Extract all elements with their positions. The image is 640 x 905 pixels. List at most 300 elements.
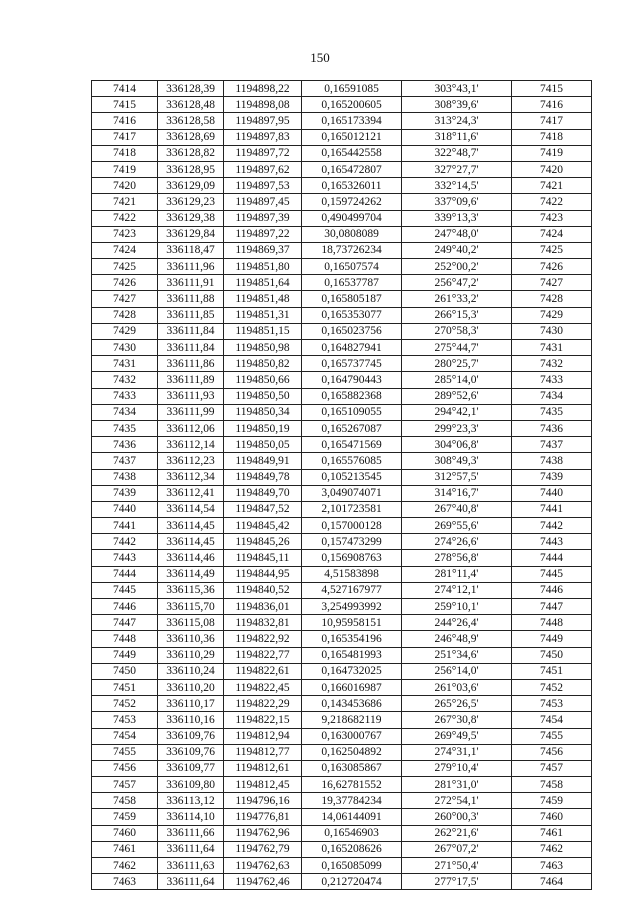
x-coordinate-cell: 336111,66 (158, 825, 224, 841)
bearing-cell: 322°48,7' (402, 145, 512, 161)
y-coordinate-cell: 1194849,70 (224, 485, 302, 501)
x-coordinate-cell: 336114,45 (158, 518, 224, 534)
distance-cell: 0,166016987 (302, 679, 402, 695)
x-coordinate-cell: 336111,84 (158, 323, 224, 339)
distance-cell: 30,0808089 (302, 226, 402, 242)
table-row (92, 679, 592, 695)
point-to-cell: 7463 (512, 858, 592, 874)
bearing-cell: 280°25,7' (402, 356, 512, 372)
bearing-cell: 299°23,3' (402, 420, 512, 436)
point-to-cell: 7455 (512, 728, 592, 744)
y-coordinate-cell: 1194851,48 (224, 291, 302, 307)
distance-cell: 2,101723581 (302, 501, 402, 517)
point-from-cell: 7424 (92, 242, 158, 258)
distance-cell: 0,164827941 (302, 340, 402, 356)
x-coordinate-cell: 336128,48 (158, 97, 224, 113)
bearing-cell: 327°27,7' (402, 161, 512, 177)
distance-cell: 0,165737745 (302, 356, 402, 372)
distance-cell: 0,163000767 (302, 728, 402, 744)
y-coordinate-cell: 1194850,50 (224, 388, 302, 404)
y-coordinate-cell: 1194850,82 (224, 356, 302, 372)
point-from-cell: 7460 (92, 825, 158, 841)
bearing-cell: 278°56,8' (402, 550, 512, 566)
distance-cell: 14,06144091 (302, 809, 402, 825)
x-coordinate-cell: 336129,09 (158, 178, 224, 194)
x-coordinate-cell: 336111,86 (158, 356, 224, 372)
point-to-cell: 7446 (512, 582, 592, 598)
point-to-cell: 7425 (512, 242, 592, 258)
distance-cell: 4,51583898 (302, 566, 402, 582)
y-coordinate-cell: 1194844,95 (224, 566, 302, 582)
x-coordinate-cell: 336111,91 (158, 275, 224, 291)
distance-cell: 0,165805187 (302, 291, 402, 307)
point-to-cell: 7459 (512, 793, 592, 809)
distance-cell: 0,105213545 (302, 469, 402, 485)
point-to-cell: 7442 (512, 518, 592, 534)
bearing-cell: 267°30,8' (402, 712, 512, 728)
table-row (92, 372, 592, 388)
point-to-cell: 7461 (512, 825, 592, 841)
table-row (92, 469, 592, 485)
x-coordinate-cell: 336110,17 (158, 696, 224, 712)
x-coordinate-cell: 336111,88 (158, 291, 224, 307)
table-row (92, 307, 592, 323)
distance-cell: 3,049074071 (302, 485, 402, 501)
table-row (92, 404, 592, 420)
table-row (92, 113, 592, 129)
table-row (92, 226, 592, 242)
point-from-cell: 7414 (92, 81, 158, 97)
x-coordinate-cell: 336110,20 (158, 679, 224, 695)
distance-cell: 19,37784234 (302, 793, 402, 809)
point-from-cell: 7439 (92, 485, 158, 501)
point-to-cell: 7441 (512, 501, 592, 517)
y-coordinate-cell: 1194845,42 (224, 518, 302, 534)
y-coordinate-cell: 1194762,63 (224, 858, 302, 874)
bearing-cell: 267°07,2' (402, 841, 512, 857)
table-row (92, 437, 592, 453)
table-row (92, 615, 592, 631)
x-coordinate-cell: 336110,16 (158, 712, 224, 728)
distance-cell: 0,16537787 (302, 275, 402, 291)
bearing-cell: 303°43,1' (402, 81, 512, 97)
distance-cell: 0,165023756 (302, 323, 402, 339)
distance-cell: 0,143453686 (302, 696, 402, 712)
point-from-cell: 7442 (92, 534, 158, 550)
y-coordinate-cell: 1194897,22 (224, 226, 302, 242)
point-from-cell: 7462 (92, 858, 158, 874)
point-to-cell: 7440 (512, 485, 592, 501)
bearing-cell: 285°14,0' (402, 372, 512, 388)
point-from-cell: 7454 (92, 728, 158, 744)
table-row (92, 485, 592, 501)
y-coordinate-cell: 1194847,52 (224, 501, 302, 517)
point-from-cell: 7425 (92, 259, 158, 275)
point-to-cell: 7464 (512, 874, 592, 890)
x-coordinate-cell: 336111,85 (158, 307, 224, 323)
table-row (92, 420, 592, 436)
table-row (92, 777, 592, 793)
bearing-cell: 274°31,1' (402, 744, 512, 760)
bearing-cell: 272°54,1' (402, 793, 512, 809)
y-coordinate-cell: 1194849,78 (224, 469, 302, 485)
bearing-cell: 275°44,7' (402, 340, 512, 356)
bearing-cell: 266°15,3' (402, 307, 512, 323)
distance-cell: 0,157000128 (302, 518, 402, 534)
distance-cell: 0,165200605 (302, 97, 402, 113)
table-row (92, 599, 592, 615)
y-coordinate-cell: 1194822,45 (224, 679, 302, 695)
distance-cell: 0,165208626 (302, 841, 402, 857)
x-coordinate-cell: 336111,64 (158, 874, 224, 890)
distance-cell: 16,62781552 (302, 777, 402, 793)
distance-cell: 0,165353077 (302, 307, 402, 323)
point-to-cell: 7438 (512, 453, 592, 469)
table-row (92, 534, 592, 550)
distance-cell: 0,159724262 (302, 194, 402, 210)
y-coordinate-cell: 1194840,52 (224, 582, 302, 598)
bearing-cell: 252°00,2' (402, 259, 512, 275)
table-row (92, 825, 592, 841)
distance-cell: 0,165173394 (302, 113, 402, 129)
bearing-cell: 247°48,0' (402, 226, 512, 242)
bearing-cell: 256°14,0' (402, 663, 512, 679)
point-from-cell: 7453 (92, 712, 158, 728)
point-from-cell: 7441 (92, 518, 158, 534)
point-to-cell: 7416 (512, 97, 592, 113)
table-row (92, 728, 592, 744)
y-coordinate-cell: 1194897,62 (224, 161, 302, 177)
point-to-cell: 7458 (512, 777, 592, 793)
point-to-cell: 7450 (512, 647, 592, 663)
point-to-cell: 7431 (512, 340, 592, 356)
bearing-cell: 308°49,3' (402, 453, 512, 469)
x-coordinate-cell: 336118,47 (158, 242, 224, 258)
bearing-cell: 304°06,8' (402, 437, 512, 453)
bearing-cell: 294°42,1' (402, 404, 512, 420)
y-coordinate-cell: 1194849,91 (224, 453, 302, 469)
point-from-cell: 7432 (92, 372, 158, 388)
y-coordinate-cell: 1194851,80 (224, 259, 302, 275)
point-to-cell: 7452 (512, 679, 592, 695)
bearing-cell: 261°33,2' (402, 291, 512, 307)
point-from-cell: 7458 (92, 793, 158, 809)
bearing-cell: 312°57,5' (402, 469, 512, 485)
distance-cell: 0,165442558 (302, 145, 402, 161)
point-from-cell: 7451 (92, 679, 158, 695)
y-coordinate-cell: 1194812,45 (224, 777, 302, 793)
x-coordinate-cell: 336114,49 (158, 566, 224, 582)
y-coordinate-cell: 1194832,81 (224, 615, 302, 631)
table-row (92, 129, 592, 145)
table-row (92, 275, 592, 291)
table-row (92, 178, 592, 194)
point-from-cell: 7456 (92, 760, 158, 776)
y-coordinate-cell: 1194869,37 (224, 242, 302, 258)
table-row (92, 793, 592, 809)
y-coordinate-cell: 1194851,15 (224, 323, 302, 339)
bearing-cell: 261°03,6' (402, 679, 512, 695)
x-coordinate-cell: 336109,77 (158, 760, 224, 776)
distance-cell: 0,157473299 (302, 534, 402, 550)
table-row (92, 518, 592, 534)
distance-cell: 0,156908763 (302, 550, 402, 566)
table-row (92, 501, 592, 517)
point-from-cell: 7433 (92, 388, 158, 404)
point-to-cell: 7426 (512, 259, 592, 275)
table-row (92, 323, 592, 339)
distance-cell: 0,165481993 (302, 647, 402, 663)
point-from-cell: 7449 (92, 647, 158, 663)
point-from-cell: 7446 (92, 599, 158, 615)
point-to-cell: 7422 (512, 194, 592, 210)
table-row (92, 81, 592, 97)
distance-cell: 0,165109055 (302, 404, 402, 420)
table-row (92, 809, 592, 825)
bearing-cell: 271°50,4' (402, 858, 512, 874)
bearing-cell: 251°34,6' (402, 647, 512, 663)
distance-cell: 0,162504892 (302, 744, 402, 760)
distance-cell: 0,165267087 (302, 420, 402, 436)
distance-cell: 0,165576085 (302, 453, 402, 469)
bearing-cell: 274°12,1' (402, 582, 512, 598)
x-coordinate-cell: 336109,76 (158, 728, 224, 744)
y-coordinate-cell: 1194812,94 (224, 728, 302, 744)
distance-cell: 3,254993992 (302, 599, 402, 615)
point-from-cell: 7443 (92, 550, 158, 566)
x-coordinate-cell: 336128,82 (158, 145, 224, 161)
distance-cell: 0,163085867 (302, 760, 402, 776)
distance-cell: 0,16591085 (302, 81, 402, 97)
bearing-cell: 279°10,4' (402, 760, 512, 776)
point-from-cell: 7427 (92, 291, 158, 307)
point-to-cell: 7427 (512, 275, 592, 291)
y-coordinate-cell: 1194897,53 (224, 178, 302, 194)
point-from-cell: 7415 (92, 97, 158, 113)
point-from-cell: 7437 (92, 453, 158, 469)
y-coordinate-cell: 1194762,79 (224, 841, 302, 857)
point-to-cell: 7449 (512, 631, 592, 647)
table-row (92, 696, 592, 712)
table-row (92, 145, 592, 161)
x-coordinate-cell: 336113,12 (158, 793, 224, 809)
distance-cell: 4,527167977 (302, 582, 402, 598)
bearing-cell: 244°26,4' (402, 615, 512, 631)
x-coordinate-cell: 336111,89 (158, 372, 224, 388)
distance-cell: 0,16546903 (302, 825, 402, 841)
table-row (92, 210, 592, 226)
distance-cell: 0,164732025 (302, 663, 402, 679)
distance-cell: 0,165012121 (302, 129, 402, 145)
table-row (92, 841, 592, 857)
y-coordinate-cell: 1194812,61 (224, 760, 302, 776)
bearing-cell: 318°11,6' (402, 129, 512, 145)
table-row (92, 744, 592, 760)
x-coordinate-cell: 336114,10 (158, 809, 224, 825)
point-from-cell: 7440 (92, 501, 158, 517)
point-to-cell: 7433 (512, 372, 592, 388)
table-row (92, 291, 592, 307)
y-coordinate-cell: 1194776,81 (224, 809, 302, 825)
y-coordinate-cell: 1194822,77 (224, 647, 302, 663)
x-coordinate-cell: 336129,38 (158, 210, 224, 226)
point-to-cell: 7448 (512, 615, 592, 631)
distance-cell: 0,165471569 (302, 437, 402, 453)
distance-cell: 0,165085099 (302, 858, 402, 874)
distance-cell: 10,95958151 (302, 615, 402, 631)
point-to-cell: 7436 (512, 420, 592, 436)
bearing-cell: 313°24,3' (402, 113, 512, 129)
point-to-cell: 7429 (512, 307, 592, 323)
bearing-cell: 337°09,6' (402, 194, 512, 210)
bearing-cell: 281°31,0' (402, 777, 512, 793)
distance-cell: 0,164790443 (302, 372, 402, 388)
point-to-cell: 7423 (512, 210, 592, 226)
x-coordinate-cell: 336111,64 (158, 841, 224, 857)
y-coordinate-cell: 1194850,19 (224, 420, 302, 436)
y-coordinate-cell: 1194822,61 (224, 663, 302, 679)
point-from-cell: 7436 (92, 437, 158, 453)
point-from-cell: 7457 (92, 777, 158, 793)
table-row (92, 453, 592, 469)
point-from-cell: 7430 (92, 340, 158, 356)
table-row (92, 582, 592, 598)
point-to-cell: 7421 (512, 178, 592, 194)
y-coordinate-cell: 1194762,46 (224, 874, 302, 890)
x-coordinate-cell: 336129,23 (158, 194, 224, 210)
bearing-cell: 274°26,6' (402, 534, 512, 550)
point-to-cell: 7439 (512, 469, 592, 485)
table-row (92, 874, 592, 890)
x-coordinate-cell: 336115,08 (158, 615, 224, 631)
point-to-cell: 7419 (512, 145, 592, 161)
y-coordinate-cell: 1194836,01 (224, 599, 302, 615)
point-to-cell: 7457 (512, 760, 592, 776)
bearing-cell: 262°21,6' (402, 825, 512, 841)
x-coordinate-cell: 336115,70 (158, 599, 224, 615)
y-coordinate-cell: 1194762,96 (224, 825, 302, 841)
point-to-cell: 7445 (512, 566, 592, 582)
table-row (92, 760, 592, 776)
coordinates-table (91, 80, 592, 890)
point-to-cell: 7435 (512, 404, 592, 420)
y-coordinate-cell: 1194897,83 (224, 129, 302, 145)
point-from-cell: 7419 (92, 161, 158, 177)
y-coordinate-cell: 1194822,29 (224, 696, 302, 712)
point-to-cell: 7444 (512, 550, 592, 566)
distance-cell: 0,212720474 (302, 874, 402, 890)
bearing-cell: 281°11,4' (402, 566, 512, 582)
y-coordinate-cell: 1194850,05 (224, 437, 302, 453)
point-to-cell: 7417 (512, 113, 592, 129)
x-coordinate-cell: 336110,24 (158, 663, 224, 679)
x-coordinate-cell: 336110,36 (158, 631, 224, 647)
point-from-cell: 7435 (92, 420, 158, 436)
table-row (92, 340, 592, 356)
x-coordinate-cell: 336128,58 (158, 113, 224, 129)
table-row (92, 356, 592, 372)
x-coordinate-cell: 336128,95 (158, 161, 224, 177)
bearing-cell: 308°39,6' (402, 97, 512, 113)
x-coordinate-cell: 336115,36 (158, 582, 224, 598)
table-row (92, 712, 592, 728)
x-coordinate-cell: 336129,84 (158, 226, 224, 242)
y-coordinate-cell: 1194898,22 (224, 81, 302, 97)
bearing-cell: 265°26,5' (402, 696, 512, 712)
table-row (92, 647, 592, 663)
point-to-cell: 7420 (512, 161, 592, 177)
table-row (92, 388, 592, 404)
point-from-cell: 7448 (92, 631, 158, 647)
point-to-cell: 7456 (512, 744, 592, 760)
point-to-cell: 7424 (512, 226, 592, 242)
y-coordinate-cell: 1194822,15 (224, 712, 302, 728)
y-coordinate-cell: 1194850,98 (224, 340, 302, 356)
bearing-cell: 256°47,2' (402, 275, 512, 291)
x-coordinate-cell: 336114,54 (158, 501, 224, 517)
y-coordinate-cell: 1194845,11 (224, 550, 302, 566)
table-row (92, 161, 592, 177)
bearing-cell: 332°14,5' (402, 178, 512, 194)
distance-cell: 0,490499704 (302, 210, 402, 226)
point-from-cell: 7447 (92, 615, 158, 631)
table-row (92, 242, 592, 258)
point-to-cell: 7453 (512, 696, 592, 712)
point-from-cell: 7416 (92, 113, 158, 129)
bearing-cell: 270°58,3' (402, 323, 512, 339)
point-from-cell: 7438 (92, 469, 158, 485)
x-coordinate-cell: 336112,34 (158, 469, 224, 485)
y-coordinate-cell: 1194851,31 (224, 307, 302, 323)
page-number: 150 (310, 50, 330, 65)
distance-cell: 0,165354196 (302, 631, 402, 647)
table-row (92, 194, 592, 210)
x-coordinate-cell: 336128,39 (158, 81, 224, 97)
point-from-cell: 7428 (92, 307, 158, 323)
point-from-cell: 7421 (92, 194, 158, 210)
point-to-cell: 7462 (512, 841, 592, 857)
point-to-cell: 7430 (512, 323, 592, 339)
point-from-cell: 7434 (92, 404, 158, 420)
point-from-cell: 7429 (92, 323, 158, 339)
y-coordinate-cell: 1194812,77 (224, 744, 302, 760)
y-coordinate-cell: 1194845,26 (224, 534, 302, 550)
point-to-cell: 7460 (512, 809, 592, 825)
point-from-cell: 7420 (92, 178, 158, 194)
point-to-cell: 7443 (512, 534, 592, 550)
distance-cell: 0,165882368 (302, 388, 402, 404)
y-coordinate-cell: 1194897,95 (224, 113, 302, 129)
point-from-cell: 7444 (92, 566, 158, 582)
bearing-cell: 314°16,7' (402, 485, 512, 501)
x-coordinate-cell: 336112,06 (158, 420, 224, 436)
point-from-cell: 7450 (92, 663, 158, 679)
x-coordinate-cell: 336112,41 (158, 485, 224, 501)
point-from-cell: 7422 (92, 210, 158, 226)
table-row (92, 631, 592, 647)
y-coordinate-cell: 1194897,39 (224, 210, 302, 226)
distance-cell: 0,165472807 (302, 161, 402, 177)
point-from-cell: 7423 (92, 226, 158, 242)
bearing-cell: 269°55,6' (402, 518, 512, 534)
table-row (92, 259, 592, 275)
bearing-cell: 246°48,9' (402, 631, 512, 647)
y-coordinate-cell: 1194897,45 (224, 194, 302, 210)
y-coordinate-cell: 1194822,92 (224, 631, 302, 647)
distance-cell: 9,218682119 (302, 712, 402, 728)
x-coordinate-cell: 336114,46 (158, 550, 224, 566)
point-from-cell: 7445 (92, 582, 158, 598)
